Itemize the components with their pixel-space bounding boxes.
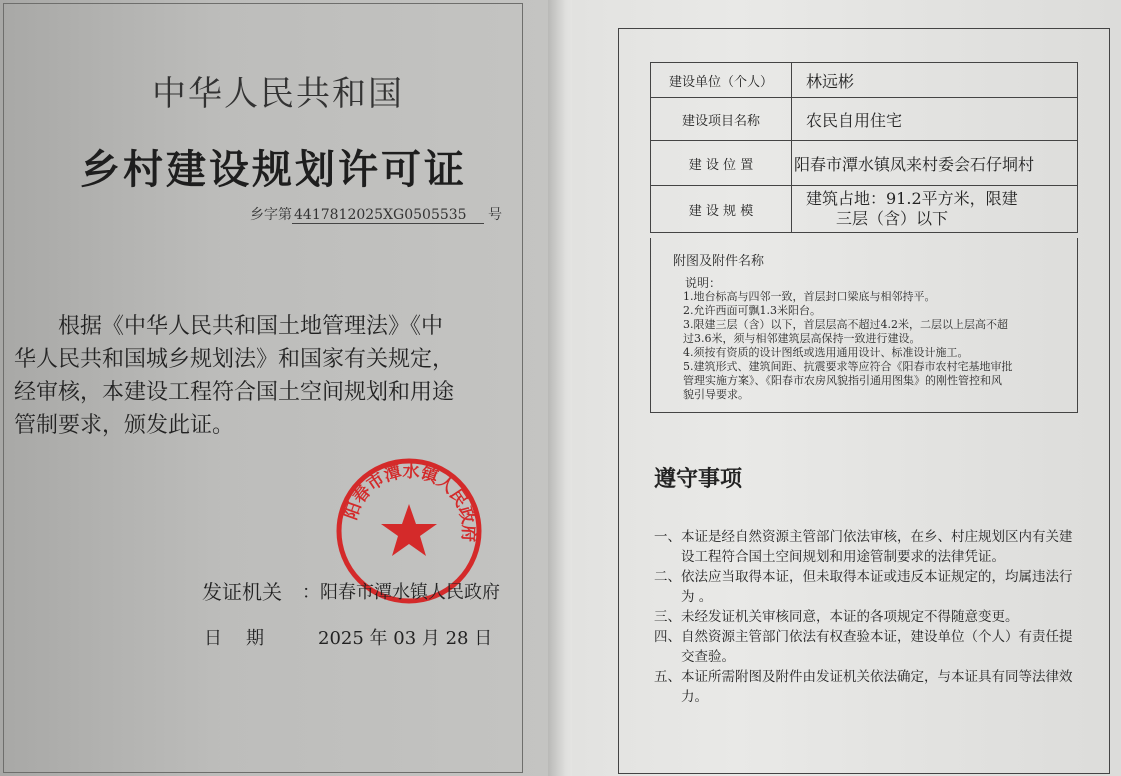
row-label: 建设项目名称 [651,98,792,141]
issuer-value: ：阳春市潭水镇人民政府 [302,582,500,603]
table-row [651,186,1078,233]
serial-prefix: 乡字第 [250,207,292,223]
list-item: 四、自然资源主管部门依法有权查验本证，建设单位（个人）有责任提 [654,629,1073,645]
scale-line: 三层（含）以下 [836,209,949,228]
scale-line: 建筑占地：91.2平方米，限建 [806,189,1018,208]
list-item: 三、未经发证机关审核同意，本证的各项规定不得随意变更。 [654,609,1019,625]
list-item: 过3.6米，须与相邻建筑层高保持一致进行建设。 [683,332,921,345]
table-row [651,141,1078,186]
body-line: 华人民共和国城乡规划法》和国家有关规定， [14,347,455,372]
list-item: 2.允许西面可飘1.3米阳台。 [683,304,821,317]
attachment-box [650,238,1078,413]
row-label: 建设单位（个人） [651,63,792,98]
list-item: 交查验。 [654,649,735,665]
certificate-body [14,310,504,442]
certificate-title: 乡村建设规划许可证 [80,146,467,193]
seal-text: 阳春市潭水镇人民政府 [341,461,479,543]
row-label: 建 设 位 置 [651,141,792,186]
list-item: 3.限建三层（含）以下，首层层高不超过4.2米，二层以上层高不超 [683,318,1008,331]
row-label: 建 设 规 模 [651,186,792,233]
list-item: 五、本证所需附图及附件由发证机关依法确定，与本证具有同等法律效 [654,669,1073,685]
obey-title: 遵守事项 [654,466,743,492]
project-scale [792,186,1078,233]
project-location: 阳春市潭水镇凤来村委会石仔垌村 [792,141,1078,186]
date-label: 日期 [204,628,288,649]
list-item: 力。 [654,689,708,705]
obey-list [654,528,1104,708]
builder-name: 林远彬 [792,63,1078,98]
note-label: 说明： [685,276,722,290]
body-line: 根据《中华人民共和国土地管理法》《中 [14,314,444,339]
list-item: 一、本证是经自然资源主管部门依法审核，在乡、村庄规划区内有关建 [654,529,1073,545]
issuer-label: 发证机关 [202,580,282,604]
list-item: 5.建筑形式、建筑间距、抗震要求等应符合《阳春市农村宅基地审批 [683,360,1013,373]
serial-line [250,204,502,224]
list-item: 设工程符合国土空间规划和用途管制要求的法律凭证。 [654,549,1005,565]
attachment-title: 附图及附件名称 [673,254,765,269]
issue-date: 2025 年 03 月 28 日 [318,628,493,649]
serial-suffix: 号 [488,207,502,223]
list-item: 二、依法应当取得本证，但未取得本证或违反本证规定的，均属违法行 [654,569,1073,585]
project-name: 农民自用住宅 [792,98,1078,141]
list-item: 4.须按有资质的设计图纸或选用通用设计、标准设计施工。 [683,346,969,359]
list-item: 为 。 [654,589,713,605]
note-list [683,290,1073,402]
table-row [651,63,1078,98]
serial-number: 4417812025XG0505535 [292,207,484,224]
body-line: 经审核，本建设工程符合国土空间规划和用途 [14,380,455,405]
list-item: 1.地台标高与四邻一致，首层封口梁底与相邻持平。 [683,290,936,303]
info-table [650,62,1078,233]
table-row [651,98,1078,141]
seal-star-icon [381,504,437,556]
list-item: 管理实施方案》、《阳春市农房风貌指引通用图集》的刚性管控和风 [683,374,1002,387]
list-item: 貌引导要求。 [683,388,749,401]
country-name: 中华人民共和国 [152,74,404,114]
body-line: 管制要求，颁发此证。 [14,413,235,438]
